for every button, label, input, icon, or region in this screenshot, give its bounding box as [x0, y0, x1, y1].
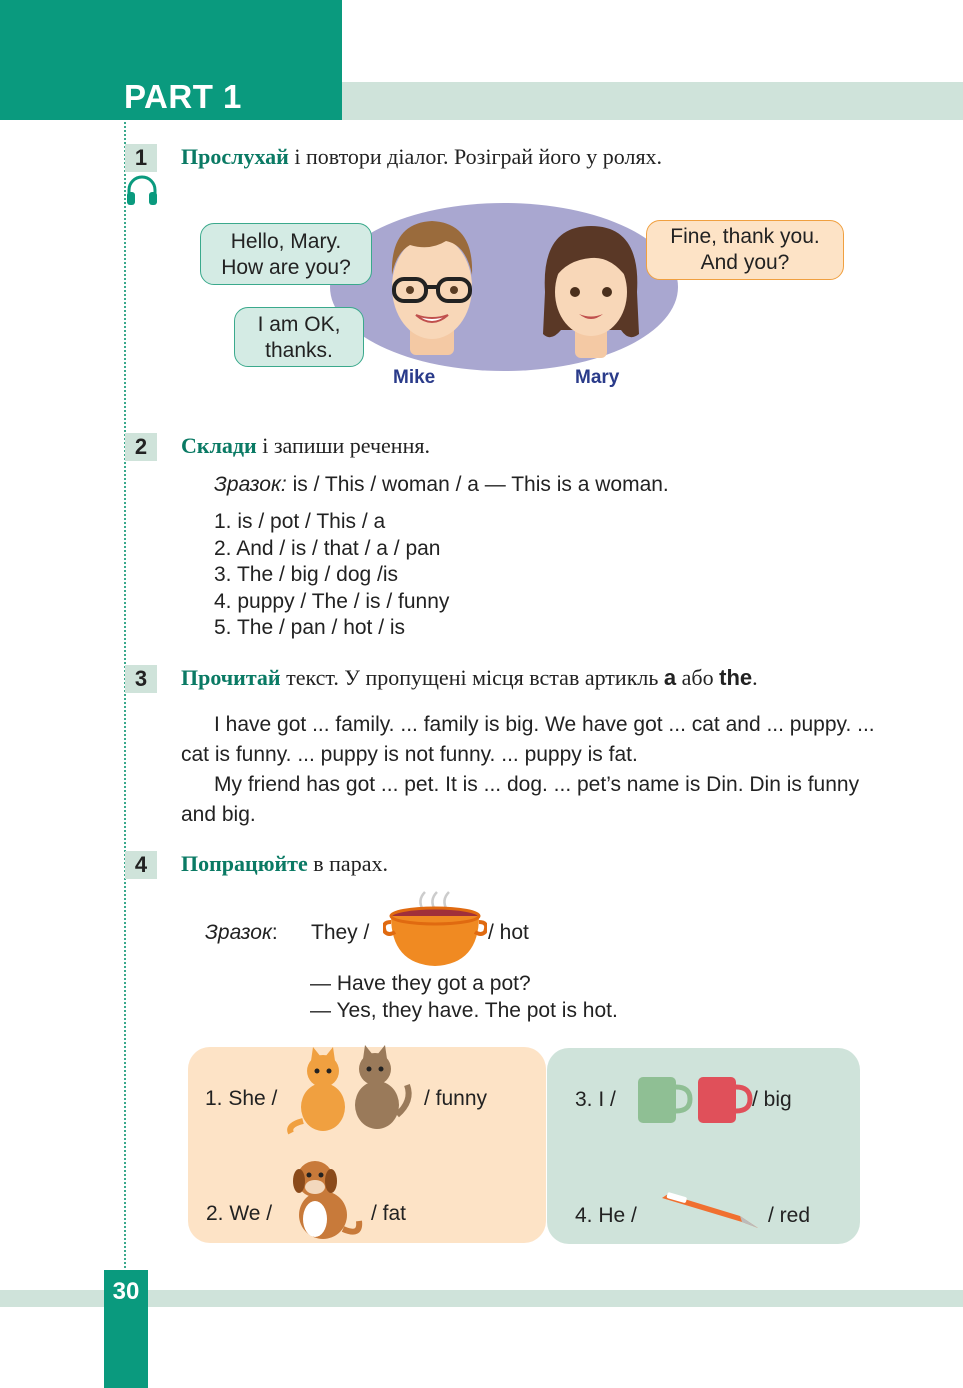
instruction-text: і запиши речення. — [256, 433, 430, 458]
item-2-after: / fat — [371, 1202, 407, 1225]
exercise-2-instruction — [181, 433, 430, 459]
list-item: 2. And / is / that / a / pan — [214, 536, 441, 560]
headphones-icon[interactable] — [125, 175, 159, 212]
instruction-text: в парах. — [307, 851, 388, 876]
exercise-3-paragraph-2: My friend has got ... pet. It is ... dog. ... pet’s name is Din. Din is funny and big. — [181, 773, 860, 826]
cups-illustration — [636, 1075, 754, 1130]
page-title: PART 1 — [124, 78, 242, 115]
instruction-period: . — [752, 665, 758, 690]
exercise-4-instruction — [181, 851, 388, 877]
pen-illustration — [658, 1192, 762, 1237]
name-label-mary: Mary — [575, 367, 620, 388]
instruction-keyword: Склади — [181, 433, 257, 458]
list-item: 4. puppy / The / is / funny — [214, 589, 450, 613]
name-label-mike: Mike — [393, 367, 436, 388]
item-3-after: / big — [752, 1088, 792, 1111]
instruction-keyword: Попрацюйте — [181, 851, 308, 876]
instruction-keyword: Прослухай — [181, 144, 289, 169]
exercise-4-number: 4 — [125, 851, 157, 879]
exercise-3-number: 3 — [125, 665, 157, 693]
speech-bubble-mike-2 — [234, 307, 364, 367]
article-the: the — [719, 665, 753, 690]
sample-colon: : — [271, 921, 278, 944]
bubble-line: How are you? — [221, 256, 351, 279]
bubble-line: thanks. — [265, 339, 333, 362]
exercise-4-sample-label — [205, 920, 278, 947]
exercise-1-number: 1 — [125, 144, 157, 172]
instruction-text: текст. У пропущені місця встав артикль — [280, 665, 664, 690]
bubble-line: I am OK, — [257, 313, 341, 336]
sample-answer-1: — Have they got a pot? — [310, 972, 531, 995]
item-3-before: 3. I / — [575, 1088, 616, 1111]
item-4-before: 4. He / — [575, 1204, 637, 1227]
girl-illustration — [537, 222, 645, 363]
sample-answer-2: — Yes, they have. The pot is hot. — [310, 999, 618, 1022]
sample-label: Зразок: — [214, 473, 287, 496]
instruction-or: або — [676, 665, 720, 690]
list-item: 5. The / pan / hot / is — [214, 616, 406, 639]
speech-bubble-mike-1 — [200, 223, 372, 285]
sample-label: Зразок — [205, 921, 272, 944]
cats-illustration — [283, 1045, 417, 1140]
exercise-3-instruction — [181, 665, 758, 691]
pot-illustration — [383, 890, 487, 975]
sample-after: / hot — [488, 921, 529, 944]
bubble-line: Hello, Mary. — [230, 230, 342, 253]
speech-bubble-mary — [646, 220, 844, 280]
sample-text: is / This / woman / a — This is a woman. — [286, 473, 669, 496]
article-a: a — [663, 665, 677, 690]
exercise-1-instruction — [181, 144, 662, 170]
bubble-line: Fine, thank you. — [670, 225, 820, 248]
item-1-after: / funny — [424, 1087, 488, 1110]
exercise-3-paragraph-1: I have got ... family. ... family is big. We have got ... cat and ... puppy. ... cat is funny. ... puppy is not funny. ... puppy is fat. — [181, 713, 875, 766]
item-2-before: 2. We / — [206, 1202, 273, 1225]
list-item: 3. The / big / dog /is — [214, 563, 399, 586]
boy-illustration — [380, 215, 484, 360]
instruction-text: і повтори діалог. Розіграй його у ролях. — [288, 144, 663, 169]
page-number: 30 — [112, 1278, 140, 1305]
bubble-line: And you? — [700, 251, 790, 274]
dog-illustration — [285, 1155, 365, 1246]
exercise-2-number: 2 — [125, 433, 157, 461]
exercise-2-list — [214, 509, 449, 642]
margin-dotted-line — [124, 122, 126, 1272]
instruction-keyword: Прочитай — [181, 665, 281, 690]
list-item: 1. is / pot / This / a — [214, 510, 386, 533]
sample-before: They / — [311, 921, 370, 944]
item-4-after: / red — [768, 1204, 811, 1227]
item-1-before: 1. She / — [205, 1087, 278, 1110]
exercise-2-sample — [214, 472, 669, 499]
